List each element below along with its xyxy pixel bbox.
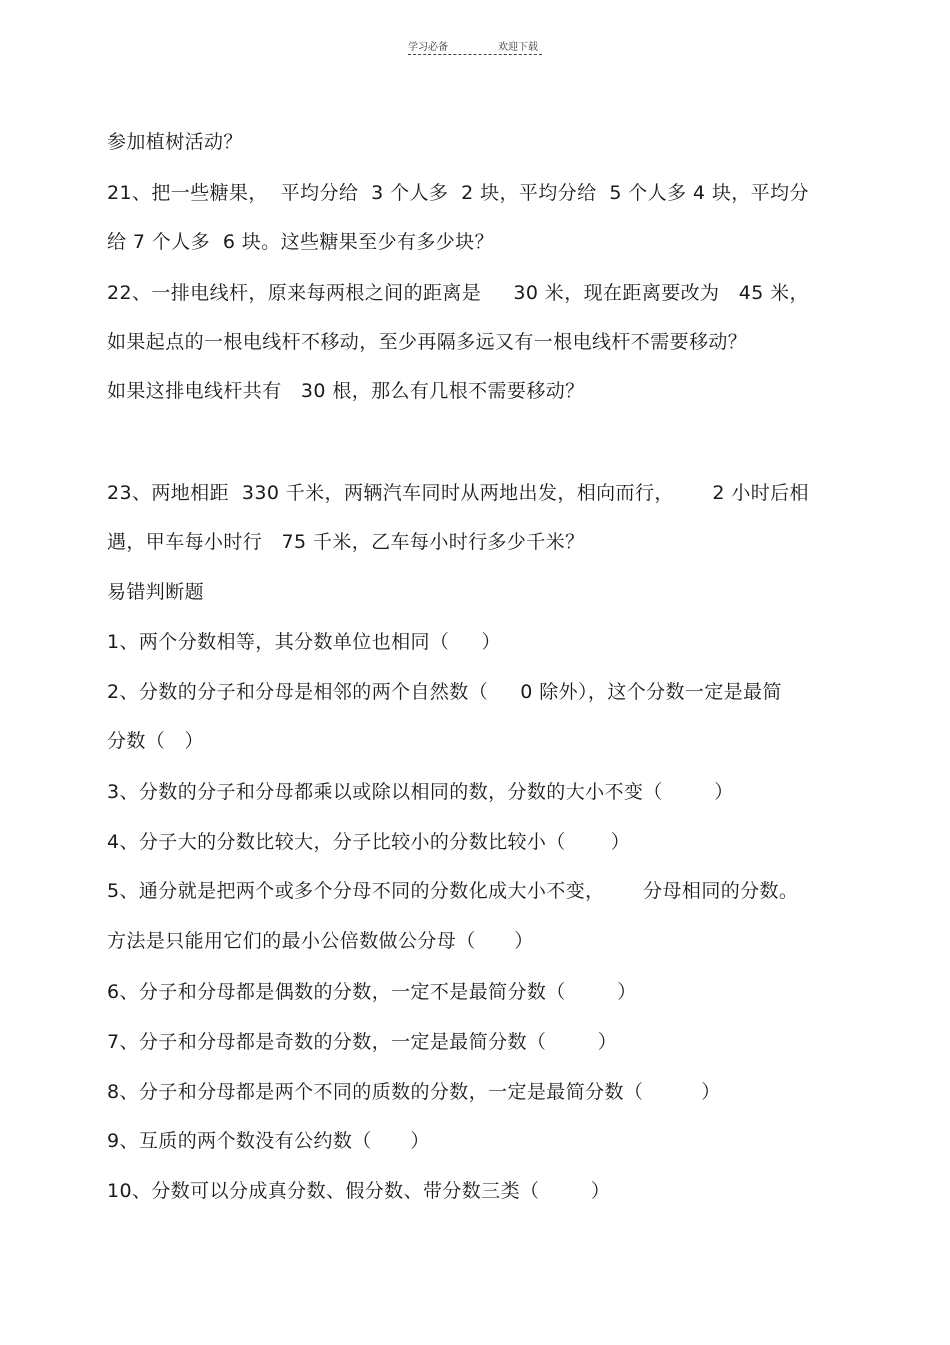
question-21-line-1: 21、把一些糖果， 平均分给 3 个人多 2 块，平均分给 5 个人多 4 块，平均分	[107, 182, 809, 204]
judgement-10: 10、分数可以分成真分数、假分数、带分数三类（ ）	[107, 1180, 611, 1202]
question-21-line-2: 给 7 个人多 6 块。这些糖果至少有多少块？	[107, 231, 494, 253]
judgement-5-line-2: 方法是只能用它们的最小公倍数做公分母（ ）	[107, 930, 534, 952]
judgement-6: 6、分子和分母都是偶数的分数，一定不是最简分数（ ）	[107, 981, 637, 1003]
judgement-7: 7、分子和分母都是奇数的分数，一定是最简分数（ ）	[107, 1031, 618, 1053]
judgement-4: 4、分子大的分数比较大，分子比较小的分数比较小（ ）	[107, 831, 631, 853]
page-header	[408, 38, 542, 58]
judgement-2-line-2: 分数（ ）	[107, 730, 204, 752]
judgement-3: 3、分数的分子和分母都乘以或除以相同的数，分数的大小不变（ ）	[107, 781, 734, 803]
question-22-line-3: 如果这排电线杆共有 30 根，那么有几根不需要移动？	[107, 380, 585, 402]
judgement-8: 8、分子和分母都是两个不同的质数的分数，一定是最简分数（ ）	[107, 1081, 721, 1103]
judgement-9: 9、互质的两个数没有公约数（ ）	[107, 1130, 430, 1152]
judgement-2-line-1: 2、分数的分子和分母是相邻的两个自然数（ 0 除外），这个分数一定是最简	[107, 681, 782, 703]
question-23-line-2: 遇，甲车每小时行 75 千米，乙车每小时行多少千米？	[107, 531, 585, 553]
question-22-line-2: 如果起点的一根电线杆不移动，至少再隔多远又有一根电线杆不需要移动？	[107, 331, 748, 353]
question-20-tail: 参加植树活动？	[107, 131, 243, 153]
header-rule	[408, 54, 542, 55]
header-left-text: 学习必备	[408, 42, 448, 53]
judgement-5-line-1: 5、通分就是把两个或多个分母不同的分数化成大小不变， 分母相同的分数。	[107, 880, 799, 902]
header-right-text: 欢迎下载	[498, 42, 538, 53]
section-title: 易错判断题	[107, 581, 205, 603]
judgement-1: 1、两个分数相等，其分数单位也相同（ ）	[107, 631, 501, 653]
question-22-line-1: 22、一排电线杆，原来每两根之间的距离是 30 米，现在距离要改为 45 米，	[107, 282, 809, 304]
question-23-line-1: 23、两地相距 330 千米，两辆汽车同时从两地出发，相向而行， 2 小时后相	[107, 482, 809, 504]
